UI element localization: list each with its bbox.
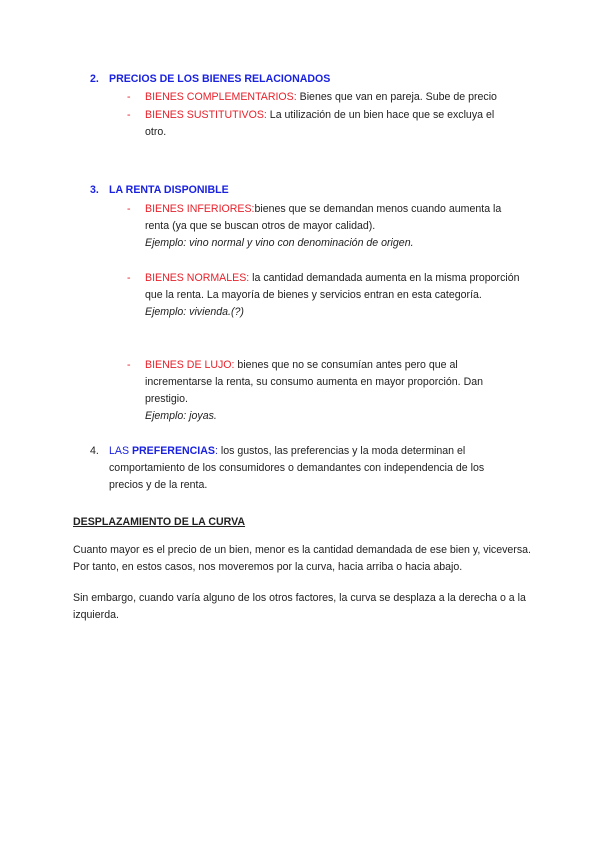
- paragraph-1: Cuanto mayor es el precio de un bien, menor es la cantidad demandada de ese bien y, viceversa. Por tanto, en estos casos, nos moveremos por la curva, hacia arriba o hacia abajo.: [73, 544, 531, 573]
- list-dash: -: [127, 109, 131, 121]
- list-item-sustitutivos: [145, 107, 515, 141]
- section-4-paragraph: [109, 443, 507, 494]
- term-label-prefix: LAS: [109, 445, 132, 457]
- list-dash: -: [127, 203, 131, 215]
- list-dash: -: [127, 272, 131, 284]
- term-description: la cantidad demandada aumenta en la misma proporción que la renta. La mayoría de bienes y servicios entran en esta categoría.: [145, 272, 520, 301]
- section-2-number: 2.: [90, 73, 99, 85]
- term-description: Bienes que van en pareja. Sube de precio: [296, 91, 497, 103]
- list-item-inferiores: [145, 201, 520, 252]
- list-dash: -: [127, 91, 131, 103]
- term-description: bienes que no se consumían antes pero que al incrementarse la renta, su consumo aumenta en mayor proporción. Dan prestigio.: [145, 359, 483, 405]
- term-description: La utilización de un bien hace que se excluya el otro.: [145, 109, 495, 138]
- list-item-complementarios: [145, 89, 525, 106]
- section-3-title: LA RENTA DISPONIBLE: [109, 184, 229, 196]
- term-label: BIENES NORMALES:: [145, 272, 250, 284]
- term-description: bienes que se demandan menos cuando aumenta la renta (ya que se buscan otros de mayor calidad).: [145, 203, 502, 232]
- section-2-title: PRECIOS DE LOS BIENES RELACIONADOS: [109, 73, 331, 85]
- example-text: Ejemplo: vino normal y vino con denominación de origen.: [145, 237, 414, 249]
- list-dash: -: [127, 359, 131, 371]
- term-label: BIENES SUSTITUTIVOS:: [145, 109, 267, 121]
- term-label: BIENES INFERIORES:: [145, 203, 255, 215]
- term-label-colon: :: [214, 445, 218, 457]
- section-3-number: 3.: [90, 184, 99, 196]
- list-item-normales: [145, 270, 520, 321]
- paragraph-2: Sin embargo, cuando varía alguno de los otros factores, la curva se desplaza a la derecha o a la izquierda.: [73, 592, 526, 621]
- term-description: los gustos, las preferencias y la moda determinan el comportamiento de los consumidores o demandantes con independencia de los precios y de la renta.: [109, 445, 485, 491]
- term-label-preferencias: PREFERENCIAS: [131, 445, 215, 457]
- example-text: Ejemplo: joyas.: [145, 410, 217, 422]
- example-text: Ejemplo: vivienda.(?): [145, 306, 244, 318]
- term-label: BIENES DE LUJO:: [145, 359, 235, 371]
- term-label: BIENES COMPLEMENTARIOS:: [145, 91, 297, 103]
- list-item-lujo: [145, 357, 520, 425]
- section-heading-desplazamiento: DESPLAZAMIENTO DE LA CURVA: [73, 516, 246, 528]
- section-4-number: 4.: [90, 445, 99, 457]
